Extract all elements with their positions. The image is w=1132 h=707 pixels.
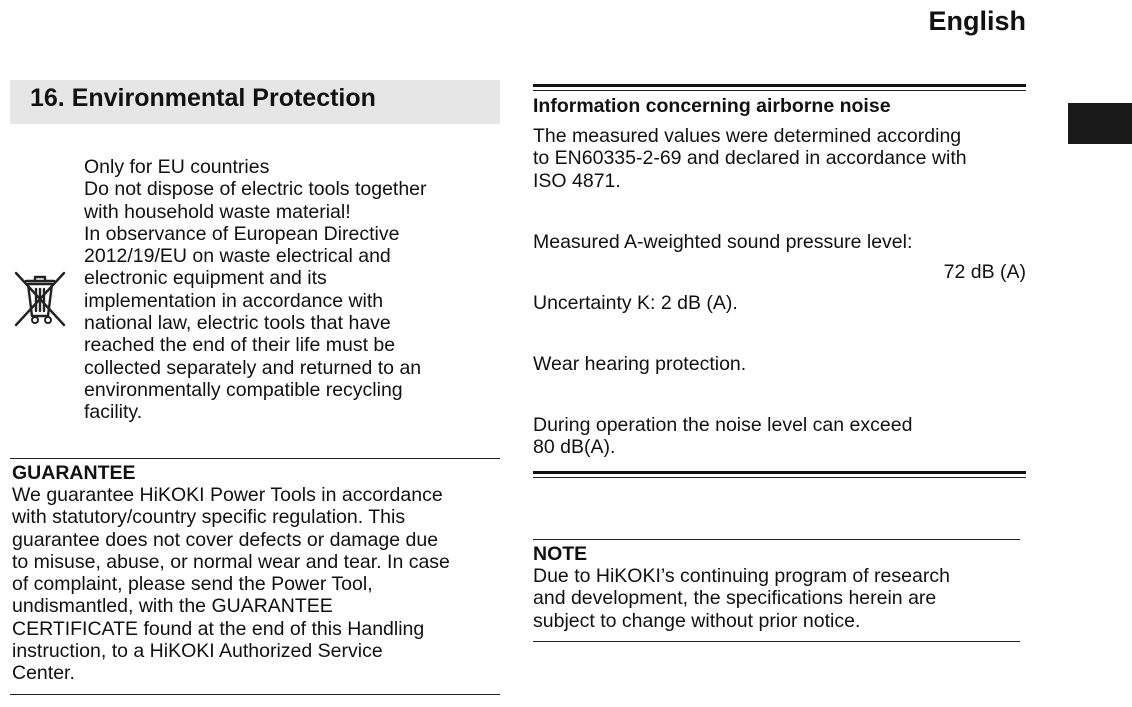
- section-title: 16. Environmental Protection: [30, 84, 376, 112]
- hearing-protection-text: Wear hearing protection.: [533, 353, 747, 375]
- language-label: English: [928, 6, 1026, 36]
- text-line: implementation in accordance with: [84, 289, 384, 312]
- text-line: of complaint, please send the Power Tool,: [12, 573, 373, 596]
- text-line: with statutory/country specific regulation. This: [12, 506, 406, 529]
- crossed-bin-icon: [12, 269, 68, 329]
- sound-pressure-value: 72 dB (A): [943, 261, 1026, 283]
- text-line: Do not dispose of electric tools together: [84, 178, 427, 201]
- text-line: guarantee does not cover defects or damage due: [12, 528, 439, 551]
- weee-disposal-text: [84, 156, 504, 424]
- divider: [10, 458, 500, 459]
- noise-exceed-text: [533, 414, 912, 459]
- divider: [10, 694, 500, 695]
- text-line: electronic equipment and its: [84, 267, 327, 290]
- text-line: subject to change without prior notice.: [533, 609, 861, 632]
- divider: [533, 641, 1020, 642]
- double-rule-bottom: [533, 471, 1026, 474]
- guarantee-title: GUARANTEE: [12, 462, 136, 484]
- text-line: Due to HiKOKI’s continuing program of research: [533, 565, 950, 587]
- text-line: 80 dB(A).: [533, 436, 616, 459]
- side-tab-marker: [1068, 103, 1132, 144]
- sound-pressure-label: Measured A-weighted sound pressure level:: [533, 231, 913, 253]
- text-line: and development, the specifications herein are: [533, 587, 937, 610]
- guarantee-text: [12, 484, 450, 685]
- noise-method-text: [533, 125, 967, 192]
- text-line: national law, electric tools that have: [84, 312, 391, 335]
- text-line: to EN60335-2-69 and declared in accordance with: [533, 147, 967, 170]
- uncertainty-text: Uncertainty K: 2 dB (A).: [533, 292, 738, 314]
- text-line: We guarantee HiKOKI Power Tools in accordance: [12, 484, 443, 506]
- text-line: In observance of European Directive: [84, 222, 400, 245]
- text-line: instruction, to a HiKOKI Authorized Service: [12, 640, 383, 663]
- text-line: undismantled, with the GUARANTEE: [12, 595, 333, 618]
- text-line: environmentally compatible recycling: [84, 378, 403, 401]
- double-rule-top: [533, 84, 1026, 87]
- note-title: NOTE: [533, 543, 588, 565]
- text-line: 2012/19/EU on waste electrical and: [84, 245, 391, 268]
- double-rule-bottom: [533, 477, 1026, 478]
- text-line: CERTIFICATE found at the end of this Handling: [12, 617, 425, 640]
- text-line: The measured values were determined according: [533, 125, 962, 147]
- noise-title: Information concerning airborne noise: [533, 95, 891, 117]
- text-line: to misuse, abuse, or normal wear and tear. In case: [12, 550, 450, 573]
- text-line: facility.: [84, 401, 143, 424]
- text-line: Center.: [12, 662, 75, 685]
- text-line: During operation the noise level can exceed: [533, 414, 913, 436]
- divider: [533, 539, 1020, 540]
- text-line: with household waste material!: [84, 200, 351, 223]
- text-line: reached the end of their life must be: [84, 334, 396, 357]
- text-line: ISO 4871.: [533, 169, 621, 192]
- text-line: collected separately and returned to an: [84, 356, 422, 379]
- double-rule-top: [533, 90, 1026, 91]
- note-text: [533, 565, 950, 632]
- text-line: Only for EU countries: [84, 156, 270, 178]
